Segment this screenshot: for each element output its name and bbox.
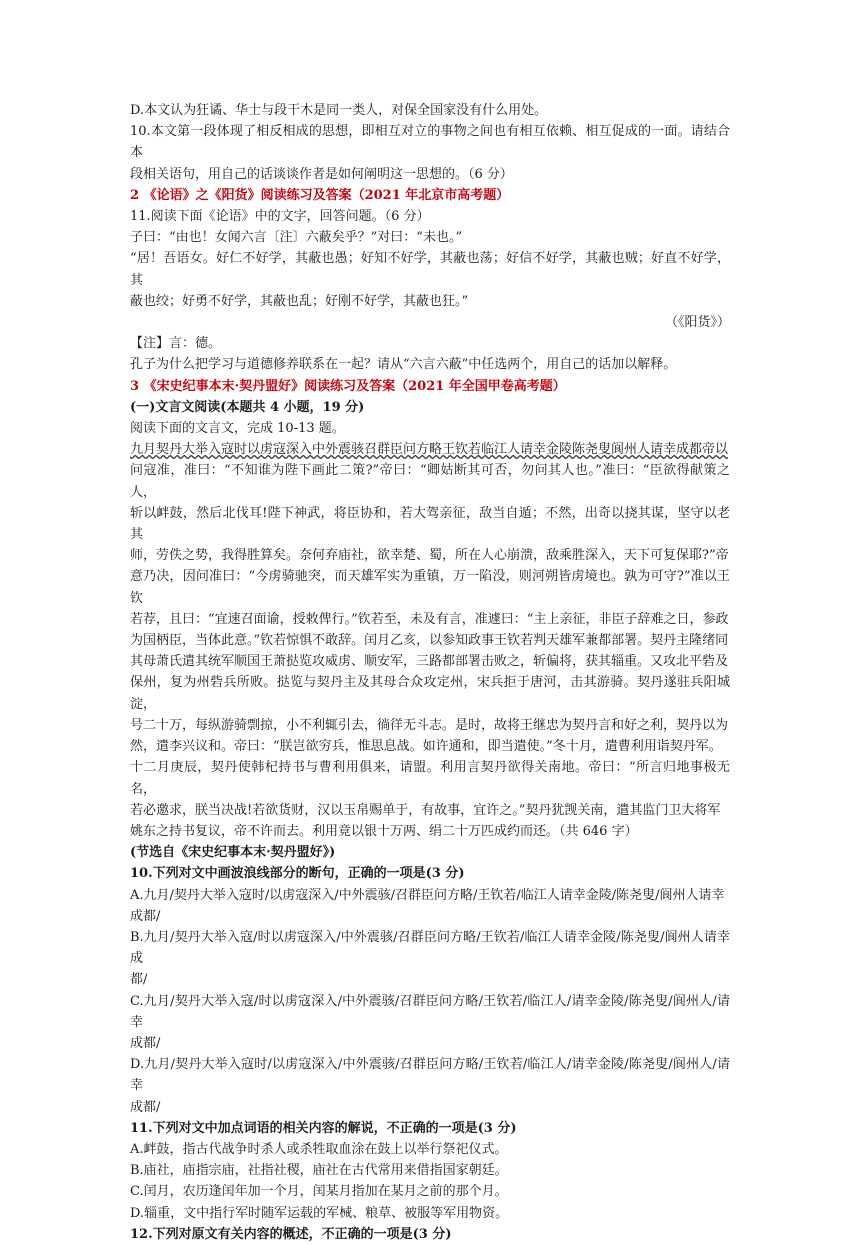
text-line: 意乃决，因问准曰：“今虏骑驰突，而天雄军实为重镇，万一陷没，则河朔皆虏境也。孰为可守?”准以王钦 (130, 569, 730, 606)
text-line: D.本文认为狂谲、华士与段干木是同一类人，对保全国家没有什么用处。 (130, 103, 548, 118)
option-b: B.庙社，庙指宗庙，社指社稷，庙社在古代常用来借指国家朝廷。 (130, 1163, 508, 1179)
option-a: A.九月/契丹大举入寇时/以虏寇深入/中外震骇/召群臣问方略/王钦若/临江人请幸金陵/陈尧叟/阆州人请幸 (130, 887, 725, 903)
text-line: 段相关语句，用自己的话谈谈作者是如何阐明这一思想的。（6 分） (130, 166, 513, 182)
question-title: 11.下列对文中加点词语的相关内容的解说，不正确的一项是(3 分) (130, 1120, 517, 1136)
section-heading: 2 《论语》之《阳货》阅读练习及答案（2021 年北京市高考题） (130, 187, 510, 203)
question-title: 10.下列对文中画波浪线部分的断句，正确的一项是(3 分) (130, 866, 465, 882)
text-line: “居！吾语女。好仁不好学，其蔽也愚；好知不好学，其蔽也荡；好信不好学，其蔽也贼；好直不好学，其 (130, 251, 730, 288)
text-line: 若荐，且曰：“宜速召面谕，授敕俾行。”钦若至，未及有言，准遽曰：“主上亲征，非臣子辞难之日，参政 (130, 611, 729, 627)
subsection-title: (一)文言文阅读(本题共 4 小题，19 分) (130, 399, 365, 415)
text-line: 姚东之持书复议，帝不许而去。利用竟以银十万两、绢二十万匹成约而还。（共 646 字） (130, 823, 638, 839)
wavy-underlined-passage: 九月契丹大举入寇时以虏寇深入中外震骇召群臣问方略王钦若临江人请幸金陵陈尧叟阆州人请幸成都帝以 (130, 442, 729, 458)
option-a-cont: 成都/ (130, 908, 161, 924)
text-line: 然，遣李兴议和。帝曰：“朕岂欲穷兵，惟思息战。如许通和，即当遣使。”冬十月，遣曹利用诣契丹军。 (130, 739, 722, 755)
text-line: 十二月庚辰，契丹使韩杞持书与曹利用俱来，请盟。利用言契丹欲得关南地。帝曰：“所言归地事极无名， (130, 760, 730, 797)
text-line: 蔽也绞；好勇不好学，其蔽也乱；好刚不好学，其蔽也狂。” (130, 293, 469, 309)
option-d-cont: 成都/ (130, 1099, 161, 1115)
option-d: D.九月/契丹大举入寇时/以虏寇深入/中外震骇/召群臣问方略/王钦若/临江人/请幸金陵/陈尧叟/阆州人/请幸 (130, 1057, 730, 1094)
text-line: 号二十万，每纵游骑剽掠，小不利辄引去，徜徉无斗志。是时，故将王继忠为契丹言和好之利，契丹以为 (130, 717, 729, 733)
option-c-cont: 成都/ (130, 1035, 161, 1051)
option-a: A.衅鼓，指古代战争时杀人或杀牲取血涂在鼓上以举行祭祀仪式。 (130, 1141, 508, 1157)
source-citation: （《阳货》） (664, 315, 730, 331)
source-citation: (节选自《宋史纪事本末·契丹盟好》) (130, 845, 336, 861)
text-line: 子曰：“由也！女闻六言〔注〕六蔽矣乎？”对曰：“未也。” (130, 230, 463, 246)
text-line: 保州，复为州砦兵所败。挞览与契丹主及其母合众攻定州，宋兵拒于唐河，击其游骑。契丹遂驻兵阳城淀， (130, 675, 730, 712)
option-c: C.九月/契丹大举入寇/时以虏寇深入/中外震骇/召群臣问方略/王钦若/临江人/请幸金陵/陈尧叟/阆州人/请幸 (130, 993, 730, 1030)
section-heading: 3 《宋史纪事本末·契丹盟好》阅读练习及答案（2021 年全国甲卷高考题） (130, 378, 566, 394)
text-line: 斩以衅鼓，然后北伐耳!陛下神武，将臣协和，若大驾亲征，敌当自遁；不然，出奇以挠其谋，坚守以老其 (130, 505, 730, 543)
document-page (130, 100, 730, 1245)
question-title: 12.下列对原文有关内容的概述，不正确的一项是(3 分) (130, 1226, 452, 1242)
option-b-cont: 都/ (130, 972, 148, 988)
text-line: 为国柄臣，当体此意。”钦若惊惧不敢辞。闰月乙亥，以参知政事王钦若判天雄军兼都部署。契丹主隆绪同 (130, 633, 729, 649)
note: 【注】言：德。 (130, 336, 222, 352)
option-c: C.闰月，农历逢闰年加一个月，闰某月指加在某月之前的那个月。 (130, 1184, 508, 1200)
text-line: 10.本文第一段体现了相反相成的思想，即相互对立的事物之间也有相互依赖、相互促成的一面。请结合本 (130, 124, 730, 161)
option-d: D.辎重，文中指行军时随军运载的军械、粮草、被服等军用物资。 (130, 1205, 509, 1221)
text-line: 其母萧氏遣其统军顺国王萧挞览攻威虏、顺安军，三路都部署击败之，斩偏将，获其辎重。又攻北平砦及 (130, 654, 729, 670)
text-line: 若必邀求，朕当决战!若欲货财，汉以玉帛赐单于，有故事，宜许之。”契丹犹觊关南，遣其监门卫大将军 (130, 802, 721, 818)
text-line: 孔子为什么把学习与道德修养联系在一起？请从“六言六蔽”中任选两个，用自己的话加以解释。 (130, 357, 677, 373)
text-line: 问寇准，准曰：“不知谁为陛下画此二策?”帝曰：“卿姑断其可否，勿问其人也。”准曰：“臣欲得献策之人， (130, 463, 730, 500)
text-line: 阅读下面的文言文，完成 10-13 题。 (130, 421, 345, 437)
question-title: 11.阅读下面《论语》中的文字，回答问题。（6 分） (130, 209, 430, 225)
option-b: B.九月/契丹大举入寇/时以虏寇深入/中外震骇/召群臣问方略/王钦若/临江人请幸金陵/陈尧叟/阆州人请幸成 (130, 929, 730, 967)
text-line: 师，劳佚之势，我得胜算矣。奈何弃庙社，欲幸楚、蜀，所在人心崩溃，敌乘胜深入，天下可复保耶?”帝 (130, 548, 729, 564)
